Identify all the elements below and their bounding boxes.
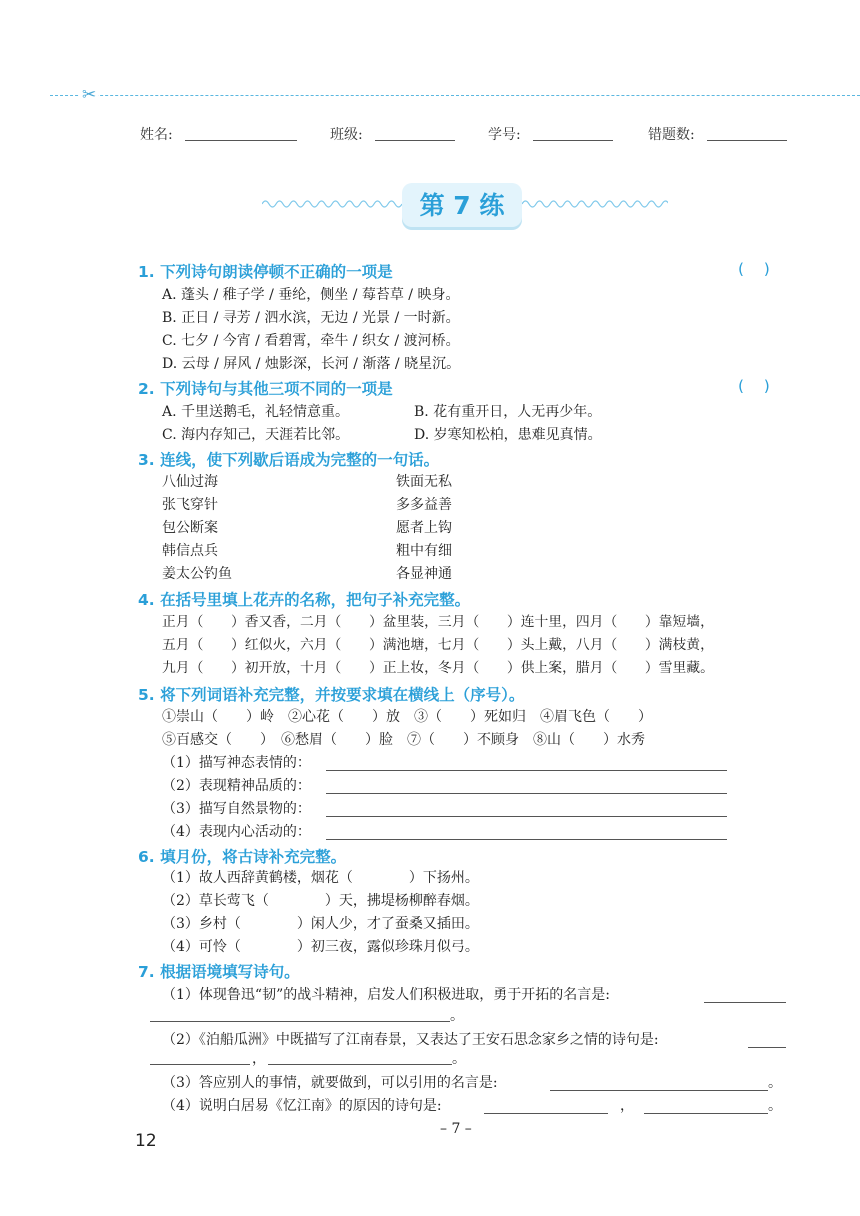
errors-field[interactable] bbox=[707, 140, 787, 141]
q6-line: （4）可怜（ ）初三夜，露似珍珠月似弓。 bbox=[162, 939, 479, 955]
q5-prompt: （4）表现内心活动的： bbox=[162, 824, 311, 840]
q2-option-c: C. 海内存知己，天涯若比邻。 bbox=[162, 427, 350, 443]
q7-title: 7. 根据语境填写诗句。 bbox=[138, 963, 300, 981]
q3-right-item: 各显神通 bbox=[396, 566, 452, 582]
q3-left-item: 姜太公钓鱼 bbox=[162, 566, 232, 582]
q7-s1-answer-b[interactable] bbox=[150, 1021, 450, 1022]
q1-option-a: A. 蓬头 / 稚子学 / 垂纶，侧坐 / 莓苔草 / 映身。 bbox=[162, 287, 460, 303]
q7-s2-answer-a[interactable] bbox=[748, 1047, 786, 1048]
q7-s4-answer-a[interactable] bbox=[484, 1113, 608, 1114]
page-title: 第 7 练 bbox=[419, 191, 505, 220]
q7-s1-answer-a[interactable] bbox=[704, 1002, 786, 1003]
q5-prompt: （3）描写自然景物的： bbox=[162, 801, 311, 817]
q2-option-d: D. 岁寒知松柏，患难见真情。 bbox=[414, 427, 602, 443]
q1-option-c: C. 七夕 / 今宵 / 看碧霄，牵牛 / 织女 / 渡河桥。 bbox=[162, 333, 460, 349]
q5-prompt: （1）描写神态表情的： bbox=[162, 755, 311, 771]
q7-s3-period: 。 bbox=[768, 1075, 782, 1091]
q5-title: 5. 将下列词语补充完整，并按要求填在横线上（序号）。 bbox=[138, 686, 525, 704]
q5-answer-line[interactable] bbox=[326, 839, 727, 840]
q1-title: 1. 下列诗句朗读停顿不正确的一项是 bbox=[138, 263, 393, 281]
q4-line: 五月（ ）红似火，六月（ ）满池塘，七月（ ）头上戴，八月（ ）满枝黄， bbox=[162, 637, 714, 653]
q7-s2-text: （2）《泊船瓜洲》中既描写了江南春景，又表达了王安石思念家乡之情的诗句是: bbox=[162, 1032, 659, 1048]
q7-s2-answer-c[interactable] bbox=[268, 1064, 452, 1065]
q7-s1-text: （1）体现鲁迅“韧”的战斗精神，启发人们积极进取，勇于开拓的名言是: bbox=[162, 987, 610, 1003]
q1-option-d: D. 云母 / 屏风 / 烛影深，长河 / 渐落 / 晓星沉。 bbox=[162, 356, 461, 372]
id-label: 学号: bbox=[488, 127, 521, 143]
q7-s4-period: 。 bbox=[768, 1098, 782, 1114]
q7-s4-text: （4）说明白居易《忆江南》的原因的诗句是: bbox=[162, 1098, 442, 1114]
title-wave-right bbox=[522, 198, 668, 210]
q1-answer-paren[interactable]: ( ) bbox=[738, 260, 770, 278]
q7-s1-period: 。 bbox=[450, 1008, 464, 1024]
page-number-center: – 7 – bbox=[440, 1121, 472, 1137]
q7-s3-text: （3）答应别人的事情，就要做到，可以引用的名言是: bbox=[162, 1075, 498, 1091]
q5-words-line: ⑤百感交（ ） ⑥愁眉（ ）脸 ⑦（ ）不顾身 ⑧山（ ）水秀 bbox=[162, 732, 645, 748]
q5-answer-line[interactable] bbox=[326, 793, 727, 794]
q3-title: 3. 连线，使下列歇后语成为完整的一句话。 bbox=[138, 451, 440, 469]
q6-line: （1）故人西辞黄鹤楼，烟花（ ）下扬州。 bbox=[162, 870, 479, 886]
name-label: 姓名: bbox=[140, 127, 173, 143]
q7-s2-answer-b[interactable] bbox=[150, 1064, 250, 1065]
q5-answer-line[interactable] bbox=[326, 770, 727, 771]
q7-s2-comma: ， bbox=[252, 1051, 266, 1067]
q4-line: 正月（ ）香又香，二月（ ）盆里装，三月（ ）连十里，四月（ ）靠短墙， bbox=[162, 614, 714, 630]
q7-s2-period: 。 bbox=[452, 1051, 466, 1067]
q7-s4-answer-b[interactable] bbox=[644, 1113, 768, 1114]
q3-left-item: 八仙过海 bbox=[162, 474, 218, 490]
name-field[interactable] bbox=[185, 140, 297, 141]
q3-left-item: 韩信点兵 bbox=[162, 543, 218, 559]
title-wave-left bbox=[262, 198, 402, 210]
q6-line: （2）草长莺飞（ ）天，拂堤杨柳醉春烟。 bbox=[162, 893, 479, 909]
q3-right-item: 多多益善 bbox=[396, 497, 452, 513]
q2-option-b: B. 花有重开日，人无再少年。 bbox=[414, 404, 602, 420]
q4-title: 4. 在括号里填上花卉的名称，把句子补充完整。 bbox=[138, 591, 471, 609]
cut-line bbox=[50, 95, 860, 96]
q4-line: 九月（ ）初开放，十月（ ）正上妆，冬月（ ）供上案，腊月（ ）雪里藏。 bbox=[162, 660, 714, 676]
errors-label: 错题数: bbox=[648, 127, 695, 143]
scissors-icon: ✂ bbox=[82, 85, 97, 105]
id-field[interactable] bbox=[533, 140, 613, 141]
q3-left-item: 包公断案 bbox=[162, 520, 218, 536]
q3-right-item: 愿者上钩 bbox=[396, 520, 452, 536]
q3-right-item: 铁面无私 bbox=[396, 474, 452, 490]
q5-prompt: （2）表现精神品质的： bbox=[162, 778, 311, 794]
q5-answer-line[interactable] bbox=[326, 816, 727, 817]
q2-answer-paren[interactable]: ( ) bbox=[738, 377, 770, 395]
q6-line: （3）乡村（ ）闲人少，才了蚕桑又插田。 bbox=[162, 916, 479, 932]
q1-option-b: B. 正日 / 寻芳 / 泗水滨，无边 / 光景 / 一时新。 bbox=[162, 310, 460, 326]
q3-right-item: 粗中有细 bbox=[396, 543, 452, 559]
q3-left-item: 张飞穿针 bbox=[162, 497, 218, 513]
class-label: 班级: bbox=[330, 127, 363, 143]
q2-title: 2. 下列诗句与其他三项不同的一项是 bbox=[138, 380, 393, 398]
class-field[interactable] bbox=[375, 140, 455, 141]
q5-words-line: ①崇山（ ）岭 ②心花（ ）放 ③（ ）死如归 ④眉飞色（ ） bbox=[162, 709, 652, 725]
q6-title: 6. 填月份，将古诗补充完整。 bbox=[138, 848, 347, 866]
q7-s3-answer[interactable] bbox=[550, 1090, 768, 1091]
q7-s4-comma: ， bbox=[620, 1098, 634, 1114]
q2-option-a: A. 千里送鹅毛，礼轻情意重。 bbox=[162, 404, 350, 420]
page-number-left: 12 bbox=[135, 1131, 157, 1151]
